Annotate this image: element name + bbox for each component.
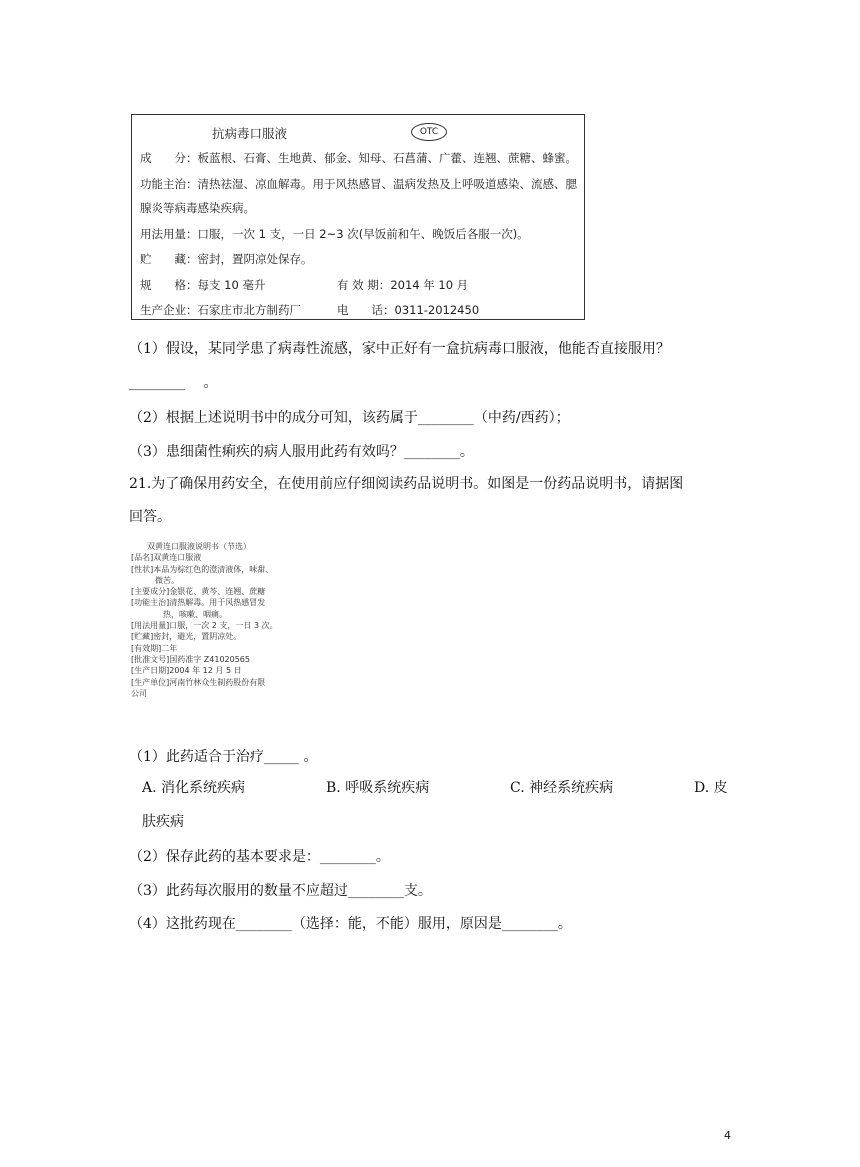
drug-label-shuanghuanglian: [131, 541, 311, 727]
label2-line: [有效期]二年: [131, 643, 178, 653]
label2-line: [品名]双黄连口服液: [131, 553, 202, 563]
option-a: A. 消化系统疾病: [142, 780, 246, 796]
label-row: 腺炎等病毒感染疾病。: [140, 201, 255, 215]
option-b: B. 呼吸系统疾病: [326, 780, 430, 796]
option-d: D. 皮: [694, 780, 728, 796]
label-row: 用法用量：口服，一次 1 支，一日 2~3 次(早饭前和午、晚饭后各服一次)。: [140, 227, 529, 241]
label-title: 抗病毒口服液: [212, 126, 288, 141]
otc-badge: OTC: [411, 123, 447, 141]
q20-part3: （3）患细菌性痢疾的病人服用此药有效吗？________。: [129, 444, 474, 460]
label2-line: [主要成分]金银花、黄芩、连翘、蔗糖: [131, 587, 266, 597]
page-number: 4: [724, 1129, 731, 1142]
label-row: 成 分：板蓝根、石膏、生地黄、郁金、知母、石菖蒲、广藿、连翘、蔗糖、蜂蜜。: [140, 151, 577, 165]
label2-line: 热，咳嗽、咽痛。: [131, 609, 227, 619]
label-row: 贮 藏：密封，置阴凉处保存。: [140, 252, 313, 266]
label2-line: [贮藏]密封，避光，置阴凉处。: [131, 632, 242, 642]
q20-part1-blank: ________ 。: [129, 375, 218, 391]
option-c: C. 神经系统疾病: [510, 780, 614, 796]
label-row-phone: 电 话：0311-2012450: [337, 303, 480, 317]
q20-part2: （2）根据上述说明书中的成分可知，该药属于________（中药/西药）；: [129, 410, 570, 426]
drug-label-antiviral: [131, 114, 585, 320]
label2-line: 公司: [131, 688, 147, 698]
q21-stem-line2: 回答。: [129, 509, 171, 525]
q21-stem-line1: 21.为了确保用药安全，在使用前应仔细阅读药品说明书。如图是一份药品说明书，请据图: [129, 476, 684, 492]
label2-line: [生产单位]河南竹林众生制药股份有限: [131, 677, 266, 687]
q20-part1: （1）假设，某同学患了病毒性流感，家中正好有一盒抗病毒口服液，他能否直接服用？: [129, 341, 670, 357]
option-d-continued: 肤疾病: [142, 814, 184, 830]
label2-line: [用法用量]口服，一次 2 支，一日 3 次。: [131, 621, 278, 631]
label2-line: [生产日期]2004 年 12 月 5 日: [131, 666, 242, 676]
label2-line: 双黄连口服液说明书（节选）: [131, 542, 251, 551]
q21-part2: （2）保存此药的基本要求是：________。: [129, 849, 390, 865]
q21-part4: （4）这批药现在________（选择：能，不能）服用，原因是________。: [129, 916, 572, 932]
q21-part3: （3）此药每次服用的数量不应超过________支。: [129, 883, 432, 899]
label-row-spec: 规 格：每支 10 毫升: [140, 278, 266, 292]
label2-line: [功能主治]清热解毒。用于风热感冒发: [131, 598, 266, 608]
label2-line: [批准文号]国药准字 Z41020565: [131, 654, 250, 664]
label-row: 功能主治：清热祛湿、凉血解毒。用于风热感冒、温病发热及上呼吸道感染、流感、腮: [140, 177, 577, 191]
label-row-maker: 生产企业：石家庄市北方制药厂: [140, 303, 301, 317]
q21-part1: （1）此药适合于治疗_____ 。: [129, 749, 318, 765]
label2-line: [性状]本品为棕红色的澄清液体，味甜、: [131, 564, 274, 574]
label-row-expiry: 有 效 期：2014 年 10 月: [337, 278, 469, 292]
label2-line: 微苦。: [131, 575, 179, 585]
